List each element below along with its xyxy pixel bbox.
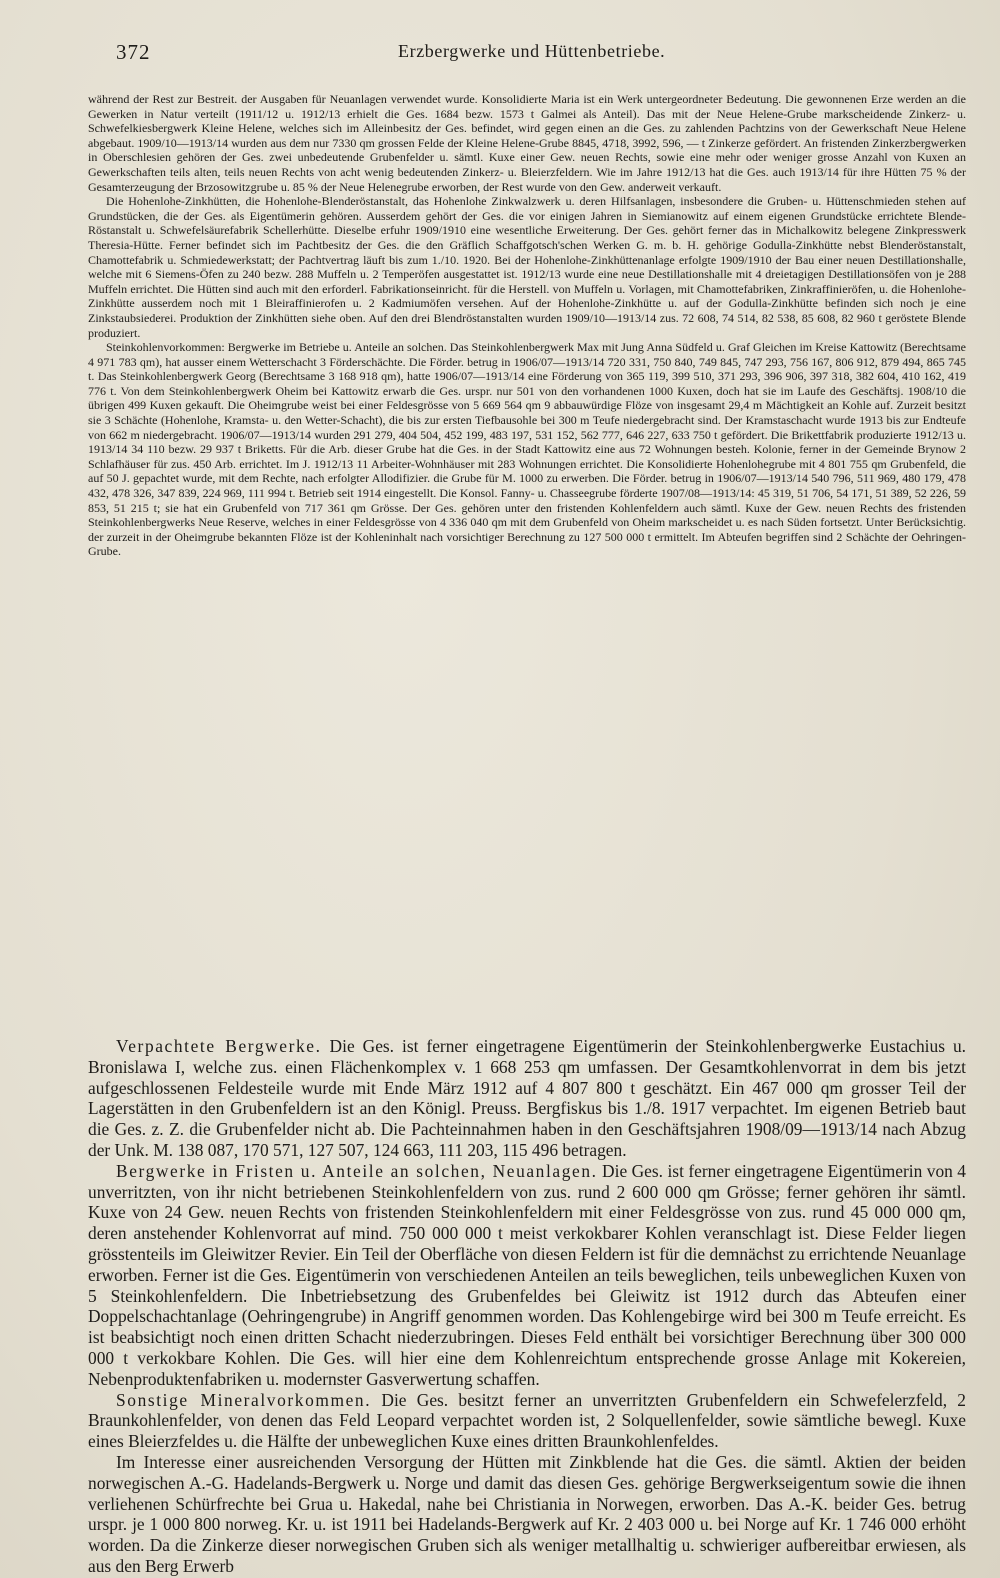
small-print-section — [88, 92, 966, 559]
paragraph-leased-mines-text: Die Ges. ist ferner eingetragene Eigentümerin der Steinkohlenbergwerke Eustachius u. Bronislawa I, welche zus. einen Flächenkomplex v. 1 668 253 qm umfassen. Der Gesamtkohlenvorrat in dem bis jetzt aufgeschlossenen Feldesteile wurde mit Ende März 1912 auf 4 807 800 t geschätzt. Ein 467 000 qm grosser Teil der Lagerstätten in den Grubenfeldern ist an den Königl. Preuss. Bergfiskus bis 1./8. 1917 verpachtet. Im eigenen Betrieb baut die Ges. z. Z. die Grubenfelder nicht ab. Die Pachteinnahmen haben in den Geschäftsjahren 1908/09—1913/14 nach Abzug der Unk. M. 138 087, 170 571, 127 507, 124 663, 111 203, 115 496 betragen. — [88, 1036, 966, 1160]
large-print-section — [88, 1036, 966, 1577]
paragraph-zinc-mines: während der Rest zur Bestreit. der Ausgaben für Neuanlagen verwendet wurde. Konsolidierte Maria ist ein Werk untergeordneter Bedeutung. Die gewonnenen Erze werden an die Gewerken in Natur verteilt (1911/12 u. 1912/13 erhielt die Ges. 1684 bezw. 1573 t Galmei als Anteil). Das mit der Neue Helene-Grube markscheidende Zinkerz- u. Schwefelkiesbergwerk Kleine Helene, welches sich im Alleinbesitz der Ges. befindet, wird gegen einen an die Ges. zu zahlenden Pachtzins von der Gewerkschaft Neue Helene abgebaut. 1909/10—1913/14 wurden aus dem nur 7330 qm grossen Felde der Kleine Helene-Grube 8845, 4718, 3992, 596, — t Zinkerze gefördert. An fristenden Zinkerzbergwerken in Oberschlesien gehören der Ges. zwei unbedeutende Grubenfelder u. sämtl. Kuxe einer Gew. neuen Rechts, sowie eine mehr oder weniger grosse Anzahl von Kuxen an Gewerkschaften teils alten, teils neuen Rechts von acht wenig bedeutenden Zinkerz- u. Bleierzfeldern. Wie im Jahre 1912/13 hat die Ges. auch 1913/14 für ihre Hütten 75 % der Gesamterzeugung der Brzosowitzgrube u. 85 % der Neue Helenegrube erworben, der Rest wurde von den Gew. anderweit verkauft. — [88, 92, 966, 194]
paragraph-other-minerals-text: Die Ges. besitzt ferner an unverritzten Grubenfeldern ein Schwefelerzfeld, 2 Braunkohlenfelder, von denen das Feld Leopard verpachtet worden ist, 2 Solquellenfelder, sowie sämtliche bewegl. Kuxe eines Bleierzfeldes u. die Hälfte der unbeweglichen Kuxe eines dritten Braunkohlenfeldes. — [88, 1389, 967, 1452]
running-title: Erzbergwerke und Hüttenbetriebe. — [398, 41, 666, 61]
paragraph-other-minerals — [88, 1390, 966, 1452]
paragraph-norwegian-mines: Im Interesse einer ausreichenden Versorgung der Hütten mit Zinkblende hat die Ges. die sämtl. Aktien der beiden norwegischen A.-G. Hadelands-Bergwerk u. Norge und damit das diesen Ges. gehörige Bergwerkseigentum sowie die ihnen verliehenen Schürfrechte bei Grua u. Hakedal, nahe bei Christiania in Norwegen, erworben. Das A.-K. beider Ges. betrug urspr. je 1 000 800 norweg. Kr. u. ist 1911 bei Hadelands-Bergwerk auf Kr. 2 403 000 u. bei Norge auf Kr. 1 746 000 erhöht worden. Da die Zinkerze dieser norwegischen Gruben sich als weniger metallhaltig u. schwieriger aufbereitbar erwiesen, als aus den Berg Erwerb — [88, 1451, 966, 1576]
page-number: 372 — [116, 40, 151, 64]
paragraph-mines-in-deadlines — [88, 1161, 966, 1390]
page-header — [116, 40, 966, 74]
section-heading-mines-in-deadlines: Bergwerke in Fristen u. Anteile an solchen, Neuanlagen. — [116, 1160, 598, 1181]
paragraph-leased-mines — [88, 1036, 966, 1161]
paragraph-zinc-works: Die Hohenlohe-Zinkhütten, die Hohenlohe-Blenderöstanstalt, das Hohenlohe Zinkwalzwerk u. deren Hilfsanlagen, insbesondere die Gruben- u. Hüttenschmieden stehen auf Grundstücken, die der Ges. als Eigentümerin gehören. Ausserdem gehört der Ges. die vor einigen Jahren in Siemianowitz auf einem eigenen Grundstücke errichtete Blende-Röstanstalt u. Schwefelsäurefabrik Schellerhütte. Dieselbe erfuhr 1909/1910 eine wesentliche Erweiterung. Der Ges. gehört ferner das in Michalkowitz belegene Zinkpresswerk Theresia-Hütte. Ferner befindet sich im Pachtbesitz der Ges. die den Gräflich Schaffgotsch'schen Werken G. m. b. H. gehörige Godulla-Zinkhütte nebst Blenderöstanstalt, Chamottefabrik u. Schmiedewerkstatt; der Pachtvertrag läuft bis zum 1./10. 1920. Bei der Hohenlohe-Zinkhüttenanlage erfolgte 1909/1910 der Bau einer neuen Destillationshalle, welche mit 6 Siemens-Öfen zu 240 bezw. 288 Muffeln u. 2 Temperöfen ausgestattet ist. 1912/13 wurde eine neue Destillationshalle mit 4 dreietagigen Destillationsöfen von je 288 Muffeln errichtet. Die Hütten sind auch mit den erforderl. Fabrikationseinricht. für die Herstell. von Muffeln u. Vorlagen, mit Chamottefabriken, Zinkraffinieröfen, u. die Hohenlohe-Zinkhütte ausserdem noch mit 1 Bleiraffinierofen u. 2 Kadmiumöfen versehen. Auf der Hohenlohe-Zinkhütte u. auf der Godulla-Zinkhütte befinden sich noch je eine Zinkstaubsiederei. Produktion der Zinkhütten siehe oben. Auf den drei Blendröstanstalten wurden 1909/10—1913/14 zus. 72 608, 74 514, 82 538, 85 608, 82 960 t geröstete Blende produziert. — [88, 194, 966, 340]
paragraph-coal-deposits: Steinkohlenvorkommen: Bergwerke im Betriebe u. Anteile an solchen. Das Steinkohlenbergwerk Max mit Jung Anna Südfeld u. Graf Gleichen im Kreise Kattowitz (Berechtsame 4 971 783 qm), hat ausser einem Wetterschacht 3 Förderschächte. Die Förder. betrug in 1906/07—1913/14 720 331, 750 840, 749 845, 747 293, 756 167, 806 912, 879 494, 865 745 t. Das Steinkohlenbergwerk Georg (Berechtsame 3 168 918 qm), hatte 1906/07—1913/14 eine Förderung von 365 119, 399 510, 371 293, 396 906, 397 318, 382 604, 410 162, 419 776 t. Von dem Steinkohlenbergwerk Oheim bei Kattowitz erwarb die Ges. urspr. nur 501 von den vorhandenen 1000 Kuxen, doch hat sie im Laufe des Geschäftsj. 1908/10 die übrigen 499 Kuxen gekauft. Die Oheimgrube weist bei einer Feldesgrösse von 5 669 564 qm 9 abbauwürdige Flöze von insgesamt 29,4 m Mächtigkeit an Kohle auf. Zurzeit besitzt sie 3 Schächte (Hohenlohe, Kramsta- u. den Wetter-Schacht), die bis zur ersten Tiefbausohle bei 300 m Teufe niedergebracht sind. Der Kramstaschacht wurde 1913 bis zur Endteufe von 662 m niedergebracht. 1906/07—1913/14 wurden 291 279, 404 504, 452 199, 483 197, 531 152, 562 777, 646 227, 633 750 t gefördert. Die Brikettfabrik produzierte 1912/13 u. 1913/14 34 110 bezw. 29 937 t Briketts. Für die Arb. dieser Grube hat die Ges. in der Stadt Kattowitz eine aus 72 Wohnungen besteh. Kolonie, ferner in der Gemeinde Brynow 2 Schlafhäuser für zus. 450 Arb. errichtet. Im J. 1912/13 11 Arbeiter-Wohnhäuser mit 283 Wohnungen errichtet. Die Konsolidierte Hohenlohegrube mit 4 801 755 qm Grubenfeld, die auf 50 J. gepachtet wurde, mit dem Rechte, nach erfolgter Allodifizier. die Grube für M. 1000 zu erwerben. Die Förder. betrug in 1906/07—1913/14 540 796, 511 969, 480 179, 478 432, 478 326, 347 839, 224 969, 111 994 t. Betrieb seit 1914 eingestellt. Die Konsol. Fanny- u. Chasseegrube förderte 1907/08—1913/14: 45 319, 51 706, 54 171, 51 389, 52 226, 59 853, 51 215 t; sie hat ein Grubenfeld von 717 361 qm Grösse. Der Ges. gehören unter den fristenden Kohlenfeldern auch sämtl. Kuxe der Gew. neuen Rechts des fristenden Steinkohlenbergwerks Neue Reserve, welches in einer Feldesgrösse von 4 336 040 qm mit dem Grubenfeld von Oheim markscheidet u. es nach Süden fortsetzt. Unter Berücksichtig. der zurzeit in der Oheimgrube bekannten Flöze ist der Kohleninhalt nach vorsichtiger Berechnung zu 127 500 000 t ermittelt. Im Abteufen begriffen sind 2 Schächte der Oehringen-Grube. — [88, 340, 966, 559]
paragraph-mines-in-deadlines-text: Die Ges. ist ferner eingetragene Eigentümerin von 4 unverritzten, von ihr nicht betriebenen Steinkohlenfeldern von zus. rund 2 600 000 qm Grösse; ferner gehören ihr sämtl. Kuxe von 24 Gew. neuen Rechts von fristenden Steinkohlenfeldern mit einer Feldesgrösse von zus. rund 45 000 000 qm, deren anstehender Kohlenvorrat auf mind. 750 000 000 t meist verkokbarer Kohlen veranschlagt ist. Diese Felder liegen grösstenteils im Gleiwitzer Revier. Ein Teil der Oberfläche von diesen Feldern ist für die demnächst zu errichtende Neuanlage erworben. Ferner ist die Ges. Eigentümerin von verschiedenen Anteilen an teils beweglichen, teils unbeweglichen Kuxen von 5 Steinkohlenfeldern. Die Inbetriebsetzung des Grubenfeldes bei Gleiwitz ist 1912 durch das Abteufen einer Doppelschachtanlage (Oehringengrube) in Angriff genommen worden. Das Kohlengebirge wird bei 300 m Teufe erreicht. Es ist beabsichtigt noch einen dritten Schacht niederzubringen. Dieses Feld enthält bei vorsichtiger Berechnung über 300 000 000 t verkokbare Kohlen. Die Ges. will hier eine dem Kohlenreichtum entsprechende grosse Anlage mit Kokereien, Nebenproduktenfabriken u. modernster Gasverwertung schaffen. — [88, 1160, 966, 1389]
section-heading-leased-mines: Verpachtete Bergwerke. — [116, 1036, 322, 1056]
section-heading-other-minerals: Sonstige Mineralvorkommen. — [116, 1389, 372, 1410]
